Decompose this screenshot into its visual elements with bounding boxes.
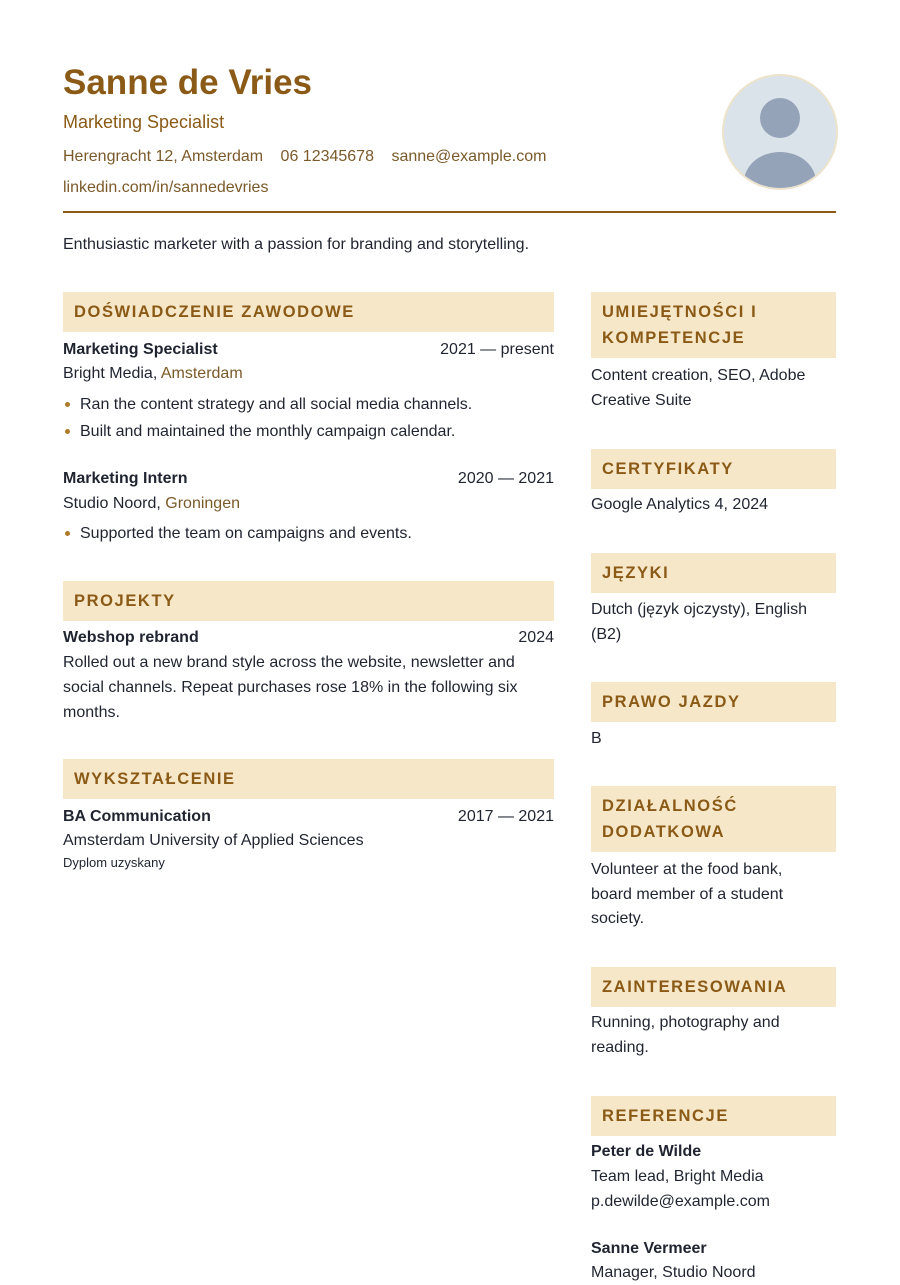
employer-city: Amsterdam: [160, 365, 243, 382]
section-heading-projects: PROJEKTY: [63, 581, 554, 621]
section-heading-experience: DOŚWIADCZENIE ZAWODOWE: [63, 292, 554, 332]
employer-name: Bright Media: [63, 365, 153, 382]
project-description-line: Rolled out a new brand style across the website, newsletter and: [63, 654, 515, 671]
employer-city: Groningen: [165, 495, 240, 512]
skills-line: Content creation, SEO, Adobe: [591, 367, 806, 384]
contact-linkedin[interactable]: linkedin.com/in/sannedevries: [63, 179, 269, 196]
project-name: Webshop rebrand: [63, 629, 199, 646]
languages-line: Dutch (język ojczysty), English: [591, 601, 808, 618]
employer-name: Studio Noord: [63, 495, 157, 512]
project-description-line: months.: [63, 704, 120, 721]
driving-license-value: B: [591, 730, 602, 747]
candidate-headline: Marketing Specialist: [63, 112, 225, 132]
section-heading-languages: JĘZYKI: [591, 553, 836, 593]
section-heading-references: REFERENCJE: [591, 1096, 836, 1136]
job-dates: 2020 — 2021: [457, 470, 554, 487]
reference-role: Team lead, Bright Media: [591, 1168, 764, 1185]
section-heading-interests: ZAINTERESOWANIA: [591, 967, 836, 1007]
languages-line: (B2): [591, 626, 622, 643]
project-description-line: social channels. Repeat purchases rose 18% in the following six: [63, 679, 518, 696]
activities-line: society.: [591, 910, 645, 927]
contact-address: Herengracht 12, Amsterdam: [63, 148, 264, 165]
reference-name: Peter de Wilde: [591, 1143, 702, 1160]
interests-line: Running, photography and: [591, 1014, 780, 1031]
activities-line: board member of a student: [591, 886, 784, 903]
contact-info: [63, 146, 559, 168]
job-bullet: Ran the content strategy and all social media channels.: [63, 392, 472, 417]
avatar-body: [744, 152, 816, 190]
education-dates: 2017 — 2021: [457, 808, 554, 825]
reference-name: Sanne Vermeer: [591, 1240, 707, 1257]
education-school: Amsterdam University of Applied Sciences: [63, 832, 364, 849]
reference-role: Manager, Studio Noord: [591, 1264, 756, 1281]
avatar-placeholder-icon: [722, 74, 838, 190]
section-heading-line: DODATKOWA: [602, 823, 726, 841]
job-employer: Bright Media, Amsterdam: [63, 365, 243, 382]
contact-email[interactable]: sanne@example.com: [391, 148, 547, 165]
candidate-name: Sanne de Vries: [63, 63, 313, 102]
job-title: Marketing Intern: [63, 470, 188, 487]
section-heading-driving-license: PRAWO JAZDY: [591, 682, 836, 722]
profile-summary: Enthusiastic marketer with a passion for branding and storytelling.: [63, 236, 530, 253]
certificate-line: Google Analytics 4, 2024: [591, 496, 769, 513]
header-divider: [63, 211, 836, 213]
section-heading-certificates: CERTYFIKATY: [591, 449, 836, 489]
section-heading-activities: [591, 786, 836, 852]
job-bullet: Supported the team on campaigns and events.: [63, 521, 412, 546]
project-year: 2024: [518, 629, 554, 646]
education-note: Dyplom uzyskany: [63, 855, 165, 870]
section-heading-skills: [591, 292, 836, 358]
education-degree: BA Communication: [63, 808, 211, 825]
job-employer: Studio Noord, Groningen: [63, 495, 240, 512]
contact-phone: 06 12345678: [280, 148, 374, 165]
avatar-head: [760, 98, 800, 138]
skills-line: Creative Suite: [591, 392, 692, 409]
section-heading-line: KOMPETENCJE: [602, 329, 746, 347]
reference-email[interactable]: p.dewilde@example.com: [591, 1193, 770, 1210]
section-heading-education: WYKSZTAŁCENIE: [63, 759, 554, 799]
interests-line: reading.: [591, 1039, 649, 1056]
job-bullet: Built and maintained the monthly campaign calendar.: [63, 419, 455, 444]
job-dates: 2021 — present: [440, 341, 554, 358]
section-heading-line: UMIEJĘTNOŚCI I: [602, 303, 758, 321]
activities-line: Volunteer at the food bank,: [591, 861, 783, 878]
section-heading-line: DZIAŁALNOŚĆ: [602, 797, 738, 815]
job-title: Marketing Specialist: [63, 341, 218, 358]
